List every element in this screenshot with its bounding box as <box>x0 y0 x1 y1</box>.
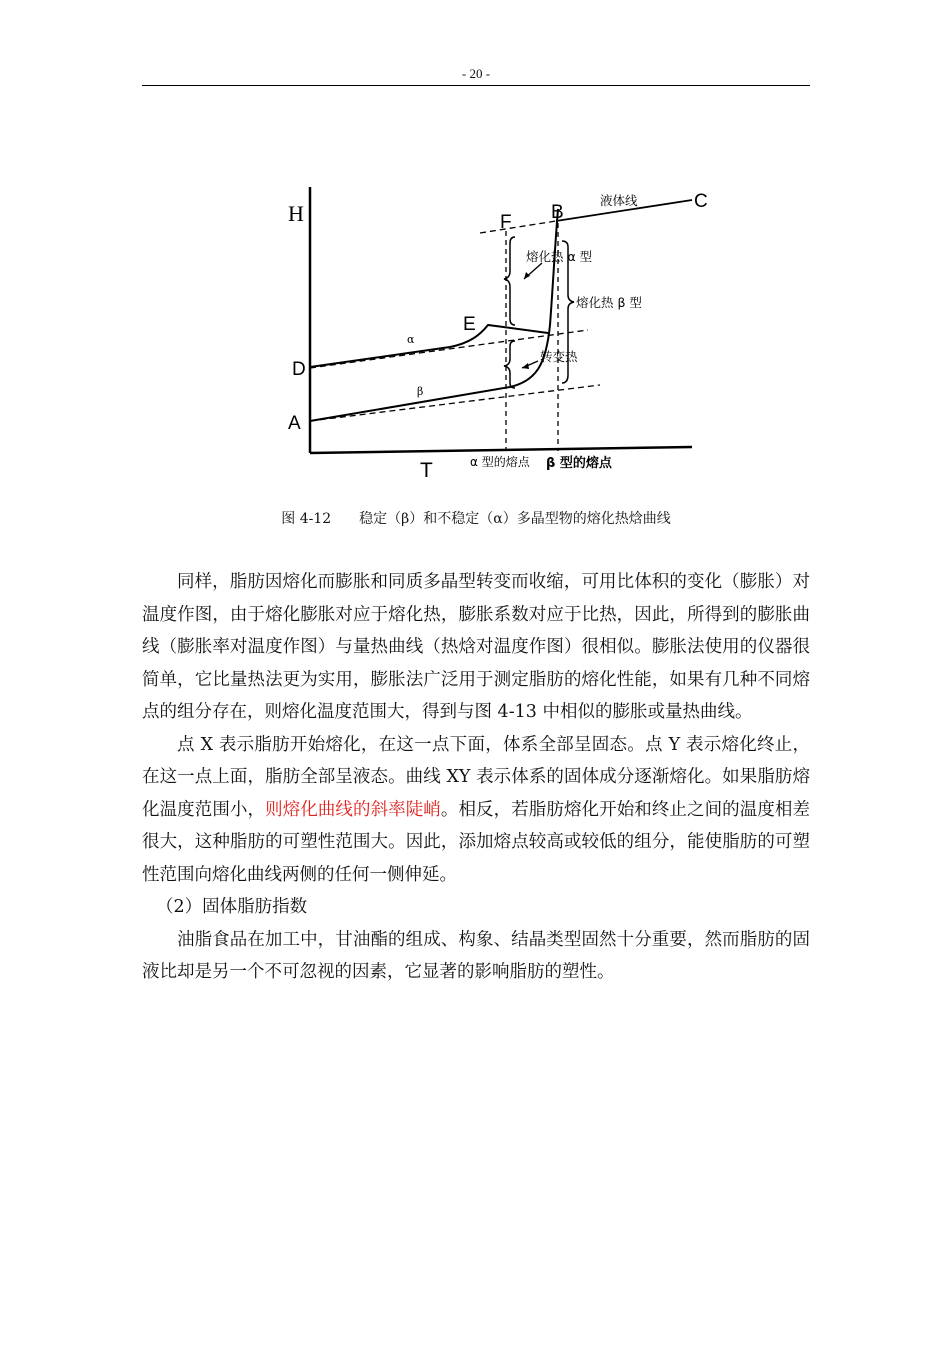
alpha-heat-label: 熔化热 α 型 <box>526 249 593 264</box>
paragraph-2-text-b: 。相反，若脂肪熔化开始和终止之间的温度相差很大，这种脂肪的可塑性范围大。因此，添加熔点较高或较低的组分，能使脂肪的可塑性范围向熔化曲线两侧的任何一侧伸延。 <box>142 799 811 885</box>
point-c-label: C <box>694 191 708 212</box>
paragraph-2 <box>142 729 810 892</box>
point-a-label: A <box>288 413 301 434</box>
beta-heat-label: 熔化热 β 型 <box>576 295 642 310</box>
axis-y-label: H <box>288 201 304 226</box>
paragraph-3: 油脂食品在加工中，甘油酯的组成、构象、结晶类型固然十分重要，然而脂肪的固液比却是另一个不可忽视的因素，它显著的影响脂肪的塑性。 <box>142 929 810 982</box>
liquid-line-label: 液体线 <box>600 193 638 208</box>
figure-caption <box>0 508 952 528</box>
x-axis <box>310 447 692 453</box>
figure-number: 图 4-12 <box>281 511 332 527</box>
beta-melting-point-label: β 型的熔点 <box>546 456 612 471</box>
point-e-label: E <box>463 314 476 335</box>
point-b-label: B <box>551 202 564 223</box>
beta-curve <box>310 209 558 421</box>
paragraph-1: 同样，脂肪因熔化而膨胀和同质多晶型转变而收缩，可用比体积的变化（膨胀）对温度作图，由于熔化膨胀对应于熔化热，膨胀系数对应于比热，因此，所得到的膨胀曲线（膨胀率对温度作图）与量热曲线（热焓对温度作图）很相似。膨胀法使用的仪器很简单，它比量热法更为实用，膨胀法广泛用于测定脂肪的熔化性能，如果有几种不同熔点的组分存在，则熔化温度范围大，得到与图 4-13 中相似的膨胀或量热曲线。 <box>142 572 810 722</box>
transition-heat-label: 转变热 <box>540 349 578 364</box>
alpha-label: α <box>407 333 415 346</box>
point-f-label: F <box>500 212 512 233</box>
figure-caption-text: 稳定（β）和不稳定（α）多晶型物的熔化热焓曲线 <box>359 511 671 527</box>
header-rule <box>142 85 810 86</box>
transition-arrowhead <box>522 363 529 369</box>
alpha-melting-point-label: α 型的熔点 <box>470 455 530 469</box>
alpha-heat-arrowhead <box>524 272 530 279</box>
liquid-line-extension <box>480 221 556 233</box>
point-d-label: D <box>292 359 306 380</box>
body-text <box>142 566 810 989</box>
enthalpy-figure <box>270 175 710 485</box>
enthalpy-diagram <box>270 175 710 485</box>
axis-x-label: T <box>420 459 433 482</box>
paragraph-2-text-a: 点 X 表示脂肪开始熔化，在这一点下面，体系全部呈固态。点 Y 表示熔化终止，在这一点上面，脂肪全部呈液态。曲线 XY 表示体系的固体成分逐渐熔化。如果脂肪熔化温度范围小， <box>142 734 810 820</box>
section-heading: （2）固体脂肪指数 <box>156 897 308 917</box>
paragraph-2-highlight: 则熔化曲线的斜率陡峭 <box>265 799 441 820</box>
page-number: - 20 - <box>461 66 491 81</box>
alpha-curve <box>310 325 548 367</box>
beta-extension <box>310 385 600 421</box>
beta-label: β <box>417 385 424 398</box>
